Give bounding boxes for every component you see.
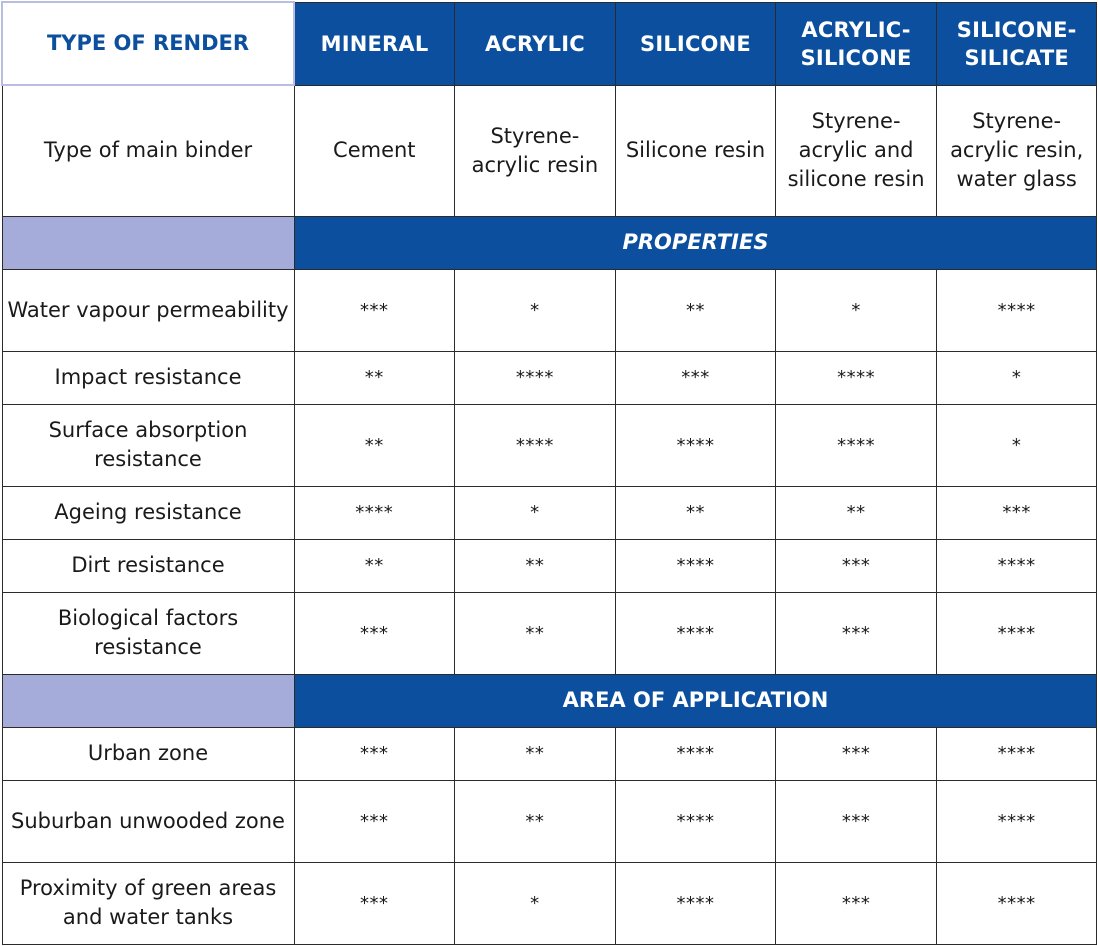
row-label: Suburban unwooded zone: [2, 780, 294, 862]
header-row: [2, 2, 1097, 85]
section-title-properties: PROPERTIES: [294, 216, 1097, 269]
rating-cell: ****: [776, 351, 937, 404]
rating-cell: ****: [936, 862, 1097, 944]
rating-cell: *: [455, 269, 616, 351]
binder-cell: Styrene-acrylic and silicone resin: [776, 85, 937, 216]
rating-cell: *: [936, 351, 1097, 404]
binder-cell: Cement: [294, 85, 455, 216]
row-label: Water vapour permeability: [2, 269, 294, 351]
rating-cell: ****: [615, 862, 776, 944]
table-row: [2, 862, 1097, 944]
rating-cell: ***: [776, 592, 937, 674]
binder-row: [2, 85, 1097, 216]
rating-cell: ****: [455, 404, 616, 486]
rating-cell: *: [776, 269, 937, 351]
column-header-acrylic: ACRYLIC: [455, 2, 616, 85]
rating-cell: ***: [294, 780, 455, 862]
binder-cell: Styrene-acrylic resin: [455, 85, 616, 216]
table-row: [2, 351, 1097, 404]
rating-cell: ***: [776, 539, 937, 592]
section-row-properties: [2, 216, 1097, 269]
rating-cell: *: [455, 486, 616, 539]
section-label-cell: [2, 216, 294, 269]
section-title-area-of-application: AREA OF APPLICATION: [294, 674, 1097, 727]
rating-cell: ****: [776, 404, 937, 486]
row-label: Ageing resistance: [2, 486, 294, 539]
rating-cell: ****: [455, 351, 616, 404]
rating-cell: **: [455, 727, 616, 780]
table-row: [2, 404, 1097, 486]
rating-cell: ***: [936, 486, 1097, 539]
rating-cell: **: [455, 780, 616, 862]
rating-cell: ***: [776, 727, 937, 780]
section-row-area-of-application: [2, 674, 1097, 727]
rating-cell: **: [294, 539, 455, 592]
column-header-mineral: MINERAL: [294, 2, 455, 85]
rating-cell: ****: [615, 780, 776, 862]
rating-cell: ****: [615, 727, 776, 780]
row-label: Surface absorption resistance: [2, 404, 294, 486]
render-comparison-table: [1, 1, 1097, 945]
rating-cell: ****: [615, 404, 776, 486]
table-row: [2, 780, 1097, 862]
column-header-acrylic-silicone: ACRYLIC-SILICONE: [776, 2, 937, 85]
rating-cell: ***: [294, 727, 455, 780]
row-label: Urban zone: [2, 727, 294, 780]
rating-cell: ****: [615, 592, 776, 674]
rating-cell: ****: [936, 269, 1097, 351]
row-label: Type of main binder: [2, 85, 294, 216]
row-label: Proximity of green areas and water tanks: [2, 862, 294, 944]
binder-cell: Silicone resin: [615, 85, 776, 216]
rating-cell: ***: [294, 862, 455, 944]
rating-cell: **: [455, 592, 616, 674]
row-label: Biological factors resistance: [2, 592, 294, 674]
rating-cell: **: [294, 351, 455, 404]
section-label-cell: [2, 674, 294, 727]
rating-cell: **: [776, 486, 937, 539]
rating-cell: ***: [615, 351, 776, 404]
rating-cell: *: [455, 862, 616, 944]
rating-cell: *: [936, 404, 1097, 486]
table-row: [2, 539, 1097, 592]
rating-cell: **: [294, 404, 455, 486]
table-row: [2, 727, 1097, 780]
table-row: [2, 269, 1097, 351]
rating-cell: **: [615, 486, 776, 539]
rating-cell: ****: [936, 539, 1097, 592]
table-row: [2, 486, 1097, 539]
type-of-render-header: TYPE OF RENDER: [2, 2, 294, 85]
rating-cell: ****: [294, 486, 455, 539]
row-label: Dirt resistance: [2, 539, 294, 592]
column-header-silicone: SILICONE: [615, 2, 776, 85]
rating-cell: ***: [776, 780, 937, 862]
rating-cell: ***: [776, 862, 937, 944]
row-label: Impact resistance: [2, 351, 294, 404]
rating-cell: ***: [294, 592, 455, 674]
column-header-silicone-silicate: SILICONE-SILICATE: [936, 2, 1097, 85]
table-row: [2, 592, 1097, 674]
binder-cell: Styrene-acrylic resin, water glass: [936, 85, 1097, 216]
rating-cell: **: [455, 539, 616, 592]
rating-cell: ****: [936, 592, 1097, 674]
rating-cell: ****: [936, 780, 1097, 862]
rating-cell: ***: [294, 269, 455, 351]
rating-cell: ****: [936, 727, 1097, 780]
rating-cell: ****: [615, 539, 776, 592]
rating-cell: **: [615, 269, 776, 351]
